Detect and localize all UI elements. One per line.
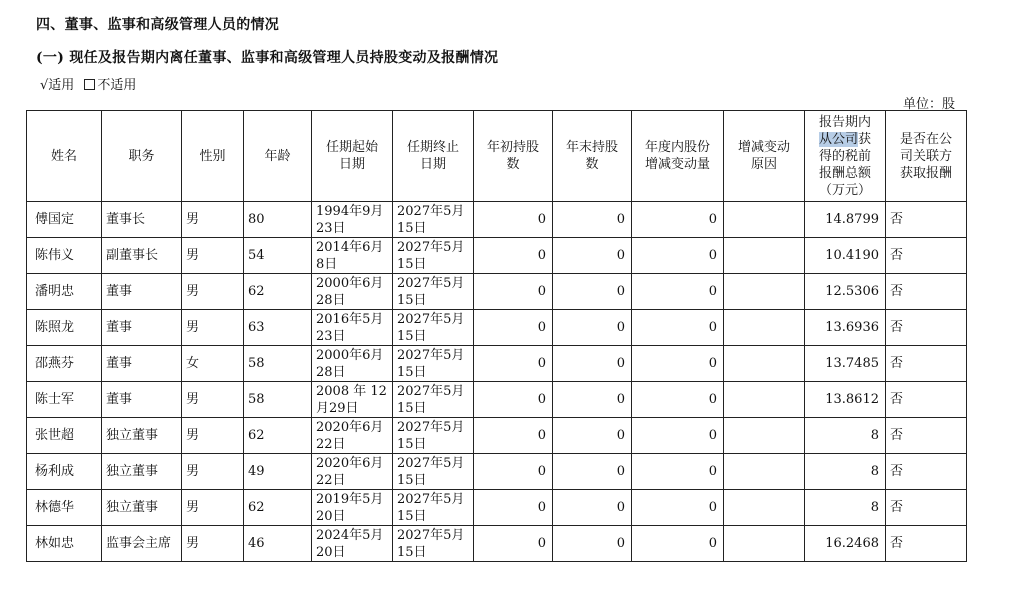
cell-name: 潘明忠 [27,274,102,310]
cell-related-pay: 否 [886,526,967,562]
cell-title: 董事 [102,274,182,310]
cell-title: 独立董事 [102,418,182,454]
section-heading: 四、董事、监事和高级管理人员的情况 [36,17,280,33]
applicable-label: 适用 [48,78,75,93]
cell-gender: 男 [182,490,244,526]
cell-term-start: 2000年6月 28日 [312,346,393,382]
cell-title: 董事长 [102,202,182,238]
cell-age: 63 [244,310,312,346]
header-share-change: 年度内股份 增减变动量 [632,111,724,202]
cell-pay: 16.2468 [805,526,886,562]
cell-title: 监事会主席 [102,526,182,562]
cell-share-change: 0 [632,382,724,418]
table-row [27,490,967,526]
cell-gender: 男 [182,382,244,418]
cell-name: 林如忠 [27,526,102,562]
cell-change-reason [724,526,805,562]
cell-share-change: 0 [632,418,724,454]
cell-pay: 13.8612 [805,382,886,418]
cell-term-start: 2016年5月 23日 [312,310,393,346]
cell-gender: 男 [182,202,244,238]
cell-term-start: 2000年6月 28日 [312,274,393,310]
cell-change-reason [724,238,805,274]
header-change-reason: 增减变动 原因 [724,111,805,202]
cell-related-pay: 否 [886,490,967,526]
cell-begin-shares: 0 [474,490,553,526]
cell-age: 62 [244,274,312,310]
cell-age: 54 [244,238,312,274]
cell-age: 58 [244,346,312,382]
cell-end-shares: 0 [553,310,632,346]
unit-label: 单位：股 [903,97,956,112]
cell-term-end: 2027年5月 15日 [393,418,474,454]
cell-pay: 14.8799 [805,202,886,238]
cell-share-change: 0 [632,238,724,274]
cell-change-reason [724,454,805,490]
cell-begin-shares: 0 [474,202,553,238]
cell-gender: 男 [182,274,244,310]
cell-gender: 女 [182,346,244,382]
header-pay: 报告期内 从公司获 得的税前 报酬总额 （万元） [805,111,886,202]
cell-end-shares: 0 [553,346,632,382]
header-term-end: 任期终止 日期 [393,111,474,202]
cell-end-shares: 0 [553,382,632,418]
cell-term-end: 2027年5月 15日 [393,202,474,238]
header-related-pay: 是否在公 司关联方 获取报酬 [886,111,967,202]
cell-end-shares: 0 [553,490,632,526]
cell-begin-shares: 0 [474,346,553,382]
cell-end-shares: 0 [553,274,632,310]
table-row [27,274,967,310]
cell-change-reason [724,382,805,418]
table-row [27,526,967,562]
cell-related-pay: 否 [886,382,967,418]
cell-related-pay: 否 [886,418,967,454]
header-term-start: 任期起始 日期 [312,111,393,202]
not-applicable-label: 不适用 [97,78,137,93]
cell-title: 董事 [102,382,182,418]
cell-share-change: 0 [632,202,724,238]
header-title: 职务 [102,111,182,202]
cell-pay: 8 [805,454,886,490]
cell-title: 董事 [102,346,182,382]
applicability-line [40,74,136,93]
cell-change-reason [724,310,805,346]
header-age: 年龄 [244,111,312,202]
cell-pay: 8 [805,490,886,526]
cell-related-pay: 否 [886,454,967,490]
cell-share-change: 0 [632,274,724,310]
table-row [27,418,967,454]
cell-term-end: 2027年5月 15日 [393,346,474,382]
cell-related-pay: 否 [886,238,967,274]
cell-term-end: 2027年5月 15日 [393,274,474,310]
cell-change-reason [724,490,805,526]
cell-change-reason [724,418,805,454]
table-row [27,238,967,274]
cell-end-shares: 0 [553,526,632,562]
cell-change-reason [724,346,805,382]
check-mark-icon: √ [40,78,49,93]
cell-begin-shares: 0 [474,310,553,346]
cell-change-reason [724,202,805,238]
cell-related-pay: 否 [886,346,967,382]
table-header-row [27,111,967,202]
cell-begin-shares: 0 [474,418,553,454]
cell-gender: 男 [182,310,244,346]
header-end-shares: 年末持股 数 [553,111,632,202]
cell-term-end: 2027年5月 15日 [393,454,474,490]
empty-checkbox-icon [84,79,95,90]
cell-pay: 8 [805,418,886,454]
cell-term-end: 2027年5月 15日 [393,490,474,526]
header-begin-shares: 年初持股 数 [474,111,553,202]
cell-gender: 男 [182,526,244,562]
cell-begin-shares: 0 [474,274,553,310]
cell-related-pay: 否 [886,310,967,346]
cell-term-start: 1994年9月 23日 [312,202,393,238]
cell-title: 副董事长 [102,238,182,274]
highlighted-text: 从公司 [818,131,858,147]
cell-term-end: 2027年5月 15日 [393,526,474,562]
cell-term-start: 2020年6月 22日 [312,454,393,490]
cell-begin-shares: 0 [474,526,553,562]
cell-share-change: 0 [632,454,724,490]
cell-end-shares: 0 [553,238,632,274]
cell-term-start: 2020年6月 22日 [312,418,393,454]
cell-begin-shares: 0 [474,238,553,274]
cell-term-end: 2027年5月 15日 [393,382,474,418]
cell-pay: 10.4190 [805,238,886,274]
cell-change-reason [724,274,805,310]
cell-end-shares: 0 [553,454,632,490]
table-row [27,310,967,346]
cell-begin-shares: 0 [474,454,553,490]
cell-name: 杨利成 [27,454,102,490]
cell-share-change: 0 [632,310,724,346]
cell-end-shares: 0 [553,202,632,238]
cell-related-pay: 否 [886,202,967,238]
cell-age: 58 [244,382,312,418]
cell-related-pay: 否 [886,274,967,310]
cell-title: 董事 [102,310,182,346]
cell-term-start: 2024年5月 20日 [312,526,393,562]
cell-term-start: 2019年5月 20日 [312,490,393,526]
cell-share-change: 0 [632,490,724,526]
cell-term-end: 2027年5月 15日 [393,238,474,274]
cell-name: 傅国定 [27,202,102,238]
table-row [27,382,967,418]
cell-gender: 男 [182,238,244,274]
cell-title: 独立董事 [102,454,182,490]
cell-pay: 13.7485 [805,346,886,382]
cell-age: 80 [244,202,312,238]
cell-pay: 13.6936 [805,310,886,346]
header-name: 姓名 [27,111,102,202]
cell-pay: 12.5306 [805,274,886,310]
cell-age: 46 [244,526,312,562]
cell-name: 陈士军 [27,382,102,418]
cell-share-change: 0 [632,346,724,382]
header-gender: 性别 [182,111,244,202]
table-row [27,202,967,238]
cell-age: 62 [244,418,312,454]
cell-end-shares: 0 [553,418,632,454]
cell-name: 张世超 [27,418,102,454]
cell-term-end: 2027年5月 15日 [393,310,474,346]
cell-name: 邵燕芬 [27,346,102,382]
cell-share-change: 0 [632,526,724,562]
table-row [27,346,967,382]
cell-name: 陈伟义 [27,238,102,274]
cell-gender: 男 [182,454,244,490]
cell-name: 林德华 [27,490,102,526]
cell-age: 49 [244,454,312,490]
cell-age: 62 [244,490,312,526]
cell-gender: 男 [182,418,244,454]
subsection-heading: (一) 现任及报告期内离任董事、监事和高级管理人员持股变动及报酬情况 [36,50,499,66]
holdings-table [26,110,967,562]
cell-name: 陈照龙 [27,310,102,346]
table-row [27,454,967,490]
cell-title: 独立董事 [102,490,182,526]
cell-begin-shares: 0 [474,382,553,418]
cell-term-start: 2008 年 12 月29日 [312,382,393,418]
cell-term-start: 2014年6月 8日 [312,238,393,274]
